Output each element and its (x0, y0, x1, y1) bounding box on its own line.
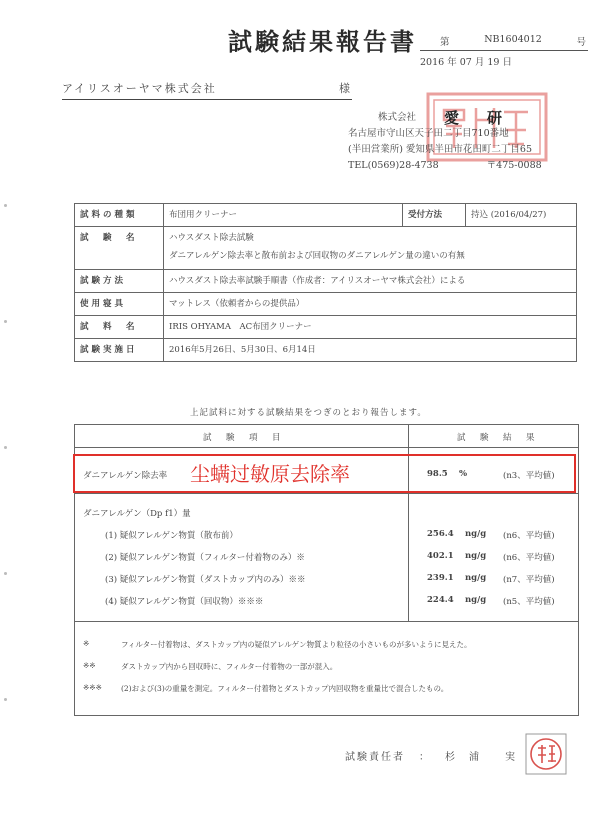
amount-item-label: (3) 疑似アレルゲン物質（ダストカップ内のみ）※※ (105, 575, 306, 585)
removal-rate-value: 98.5 (427, 469, 448, 479)
info-label: 試験実施日 (75, 339, 164, 362)
info-label-2: 受付方法 (403, 204, 466, 227)
info-row-bedding (75, 293, 577, 316)
personal-seal-icon (525, 733, 567, 775)
lab-company-prefix: 株式会社 (378, 112, 417, 123)
signature-line (345, 748, 517, 763)
intro-text: 上記試料に対する試験結果をつぎのとおり報告します。 (190, 408, 427, 418)
laboratory-info (348, 110, 542, 174)
info-label: 試 料 名 (75, 316, 164, 339)
doc-prefix: 第 (440, 37, 450, 48)
doc-number: NB1604012 (484, 34, 542, 45)
client-honorific: 様 (339, 82, 352, 95)
scan-dot (4, 204, 7, 207)
info-label: 使用寝具 (75, 293, 164, 316)
info-label: 試 験 名 (75, 227, 164, 270)
signature-colon: ： (419, 752, 431, 763)
amount-item-note: (n7、平均値) (503, 575, 555, 585)
signature-name: 杉 浦 実 (445, 752, 517, 763)
info-row-test-method (75, 270, 577, 293)
note-text: フィルター付着物は、ダストカップ内の疑似アレルゲン物質より粒径の小さいものが多いように見えた。 (121, 640, 472, 649)
amount-item-value: 239.1 (427, 573, 454, 583)
test-info-table (74, 203, 577, 362)
info-row-test-date (75, 339, 577, 362)
amount-item-value: 224.4 (427, 595, 454, 605)
signature-label: 試験責任者 (345, 752, 405, 763)
document-number-block (420, 34, 588, 68)
amount-item-label: (4) 疑似アレルゲン物質（回収物）※※※ (105, 597, 264, 607)
info-value: IRIS OHYAMA AC布団クリーナー (164, 316, 577, 339)
col-header-item: 試 験 項 目 (203, 433, 284, 443)
info-value-line1: ハウスダスト除去試験 (169, 233, 254, 243)
lab-tel: TEL(0569)28-4738 (348, 160, 439, 171)
amount-item-value: 256.4 (427, 529, 454, 539)
info-value (164, 227, 577, 270)
note-text: (2)および(3)の重量を測定。フィルター付着物とダストカップ内回収物を重量比で混合したもの。 (121, 684, 449, 693)
amount-item-note: (n5、平均値) (503, 597, 555, 607)
amount-header: ダニアレルゲン（Dp f1）量 (83, 509, 191, 519)
amount-item-unit: ng/g (465, 573, 487, 583)
client-name: アイリスオーヤマ株式会社 (62, 82, 217, 95)
notes-divider (75, 621, 578, 622)
amount-item-unit: ng/g (465, 595, 487, 605)
info-value-2: 持込 (2016/04/27) (466, 204, 577, 227)
lab-address-2: (半田営業所) 愛知県半田市花田町二丁目65 (348, 144, 533, 155)
col-header-result: 試 験 結 果 (457, 433, 538, 443)
lab-address-1: 名古屋市守山区天子田二丁目710番地 (348, 128, 509, 139)
info-value: ハウスダスト除去率試験手順書（作成者：アイリスオーヤマ株式会社）による (164, 270, 577, 293)
info-row-test-name (75, 227, 577, 270)
lab-company-name: 愛 (444, 109, 464, 127)
info-value: 布団用クリーナー (164, 204, 403, 227)
scan-dot (4, 572, 7, 575)
info-row-sample-type (75, 204, 577, 227)
amount-item-label: (1) 疑似アレルゲン物質（散布前） (105, 531, 238, 541)
lab-company-name-2: 研 (487, 109, 503, 127)
removal-rate-unit: % (459, 469, 468, 479)
info-label: 試験方法 (75, 270, 164, 293)
amount-item-label: (2) 疑似アレルゲン物質（フィルター付着物のみ）※ (105, 553, 305, 563)
note-mark: ※ (83, 639, 90, 648)
issue-date: 2016 年 07 月 19 日 (420, 57, 512, 68)
removal-rate-label: ダニアレルゲン除去率 (83, 471, 168, 481)
page-title: 試験結果報告書 (228, 27, 417, 56)
info-value: マットレス（依頼者からの提供品） (164, 293, 577, 316)
amount-item-unit: ng/g (465, 529, 487, 539)
amount-item-note: (n6、平均値) (503, 531, 555, 541)
overlay-annotation: 尘螨过敏原去除率 (190, 462, 350, 486)
scan-dot (4, 698, 7, 701)
scan-dot (4, 446, 7, 449)
info-row-sample-name (75, 316, 577, 339)
scan-dot (4, 320, 7, 323)
amount-item-note: (n6、平均値) (503, 553, 555, 563)
lab-zip: 〒475-0088 (486, 160, 542, 171)
removal-rate-note: (n3、平均値) (503, 471, 555, 481)
row-divider (75, 493, 578, 494)
amount-item-unit: ng/g (465, 551, 487, 561)
client-line (62, 80, 352, 100)
info-label: 試料の種類 (75, 204, 164, 227)
info-value-line2: ダニアレルゲン除去率と散布前および回収物のダニアレルゲン量の違いの有無 (169, 251, 465, 261)
note-mark: ※※※ (83, 683, 102, 692)
amount-item-value: 402.1 (427, 551, 454, 561)
note-text: ダストカップ内から回収時に、フィルター付着物の一部が混入。 (121, 662, 338, 671)
note-mark: ※※ (83, 661, 96, 670)
info-value: 2016年5月26日、5月30日、6月14日 (164, 339, 577, 362)
doc-suffix: 号 (576, 37, 586, 48)
